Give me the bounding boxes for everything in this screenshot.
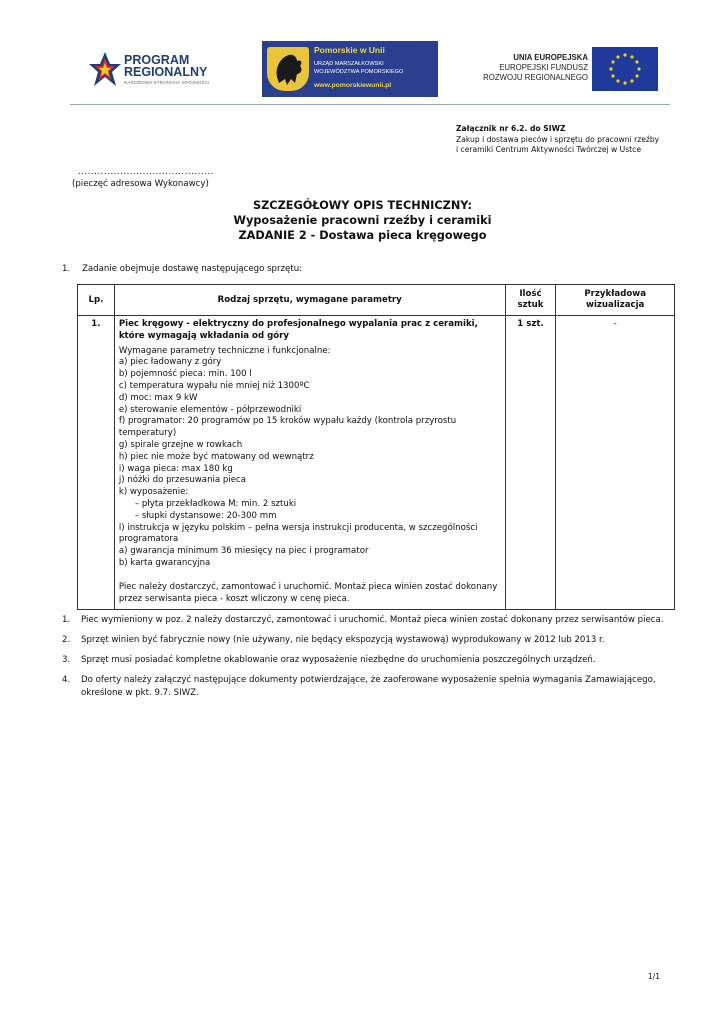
requirement-item: f) programator: 20 programów po 15 kroków wypału każdy (kontrola przyrostu temperatury) bbox=[118, 416, 457, 439]
spacer bbox=[119, 570, 501, 582]
requirement-item: d) moc: max 9 kW bbox=[118, 392, 198, 403]
table-header-row bbox=[78, 285, 675, 316]
annex-line2: i ceramiki Centrum Aktywności Twórczej w Ustce bbox=[456, 145, 641, 154]
intro-paragraph bbox=[62, 264, 302, 274]
header-description: Rodzaj sprzętu, wymagane parametry bbox=[114, 285, 505, 316]
note-text: Sprzęt musi posiadać kompletne okablowanie oraz wyposażenie niezbędne do uruchomienia poszczególnych urządzeń. bbox=[81, 655, 596, 665]
note-text: Do oferty należy załączyć następujące dokumenty potwierdzające, że zaoferowane wyposażenie spełnia wymagania Zamawiającego, określone w pkt. 9.7. SIWZ. bbox=[81, 675, 656, 698]
pomorskie-logo bbox=[262, 41, 438, 97]
note-number: 3. bbox=[62, 655, 71, 665]
header-quantity bbox=[505, 285, 556, 316]
star-logo-icon bbox=[88, 50, 122, 90]
intro-number: 1. bbox=[62, 264, 71, 274]
note-text: Sprzęt winien być fabrycznie nowy (nie używany, nie będący ekspozycją wystawową) wyprodukowany w 2012 lub 2013 r. bbox=[81, 635, 605, 645]
row-visualization: - bbox=[556, 316, 675, 610]
row-lp: 1. bbox=[78, 316, 115, 610]
list-item bbox=[62, 614, 672, 627]
requirement-item: h) piec nie może być matowany od wewnątrz bbox=[118, 451, 314, 462]
eu-flag-icon bbox=[592, 47, 658, 91]
requirement-item: k) wyposażenie: bbox=[118, 487, 189, 498]
eu-logo-line3: ROZWOJU REGIONALNEGO bbox=[483, 73, 588, 82]
griffin-crest-icon bbox=[267, 47, 309, 91]
title-line2: Wyposażenie pracowni rzeźby i ceramiki bbox=[233, 214, 492, 227]
pomorskie-logo-url: www.pomorskiewunii.pl bbox=[314, 82, 392, 89]
stamp-label: (pieczęć adresowa Wykonawcy) bbox=[72, 179, 209, 189]
document-title bbox=[0, 198, 725, 243]
note-text: Piec wymieniony w poz. 2 należy dostarczyć, zamontować i uruchomić. Montaż pieca winien zostać dokonany przez serwisantów pieca. bbox=[81, 615, 664, 625]
page-number: 1/1 bbox=[648, 972, 661, 981]
header-divider bbox=[70, 104, 670, 105]
note-number: 2. bbox=[62, 635, 71, 645]
note-number: 1. bbox=[62, 615, 71, 625]
contractor-stamp bbox=[72, 166, 214, 190]
stamp-dots: .......................................... bbox=[78, 167, 214, 177]
item-title: Piec kręgowy - elektryczny do profesjonalnego wypalania prac z ceramiki, które wymagają wkładania od góry bbox=[118, 319, 478, 341]
requirement-item: i) waga pieca: max 180 kg bbox=[118, 463, 233, 474]
requirement-item: g) spirale grzejne w rowkach bbox=[118, 439, 243, 450]
program-regionalny-logo bbox=[88, 50, 228, 98]
annex-line1: Zakup i dostawa pieców i sprzętu do pracowni rzeźby bbox=[456, 134, 660, 144]
intro-text: Zadanie obejmuje dostawę następującego sprzętu: bbox=[82, 264, 303, 274]
title-line3: ZADANIE 2 - Dostawa pieca kręgowego bbox=[238, 229, 487, 242]
eu-logo-line2: EUROPEJSKI FUNDUSZ bbox=[499, 63, 588, 72]
specification-table bbox=[77, 284, 675, 610]
header-visualization-line2: wizualizacja bbox=[586, 300, 645, 310]
header-lp: Lp. bbox=[78, 285, 115, 316]
program-logo-line1: PROGRAM bbox=[124, 53, 190, 67]
equipment-subitem: – płyta przekładkowa M: min. 2 sztuki bbox=[134, 498, 297, 509]
pomorskie-logo-line2: WOJEWÓDZTWA POMORSKIEGO bbox=[314, 69, 404, 75]
closing-note: Piec należy dostarczyć, zamontować i uruchomić. Montaż pieca winien zostać dokonany przez serwisanta pieca - koszt wliczony w cenę pieca. bbox=[118, 581, 498, 604]
note-number: 4. bbox=[62, 675, 71, 685]
notes-list bbox=[62, 614, 672, 707]
requirement-item: b) pojemność pieca: min. 100 l bbox=[118, 369, 252, 380]
requirement-item: e) sterowanie elementów - półprzewodniki bbox=[118, 404, 302, 415]
header-quantity-line1: Ilość bbox=[519, 289, 542, 299]
table-row bbox=[78, 316, 675, 610]
requirement-item: c) temperatura wypału nie mniej niż 1300ºC bbox=[118, 380, 310, 391]
requirement-item: a) gwarancja minimum 36 miesięcy na piec i programator bbox=[118, 546, 369, 557]
eu-logo-text bbox=[470, 53, 588, 83]
program-logo-line2: REGIONALNY bbox=[124, 65, 208, 79]
requirements-intro: Wymagane parametry techniczne i funkcjonalne: bbox=[118, 345, 331, 356]
annex-label: Załącznik nr 6.2. do SIWZ bbox=[456, 124, 566, 133]
annex-reference bbox=[456, 124, 686, 156]
requirement-item: b) karta gwarancyjna bbox=[118, 557, 211, 568]
pomorskie-logo-title: Pomorskie w Unii bbox=[314, 45, 385, 55]
requirement-item: j) nóżki do przesuwania pieca bbox=[118, 475, 247, 486]
list-item bbox=[62, 634, 672, 647]
equipment-subitem: – słupki dystansowe: 20-300 mm bbox=[134, 510, 277, 521]
program-logo-sub: NARODOWA STRATEGIA SPÓJNOŚCI bbox=[124, 80, 210, 85]
header-visualization bbox=[556, 285, 675, 316]
header-visualization-line1: Przykładowa bbox=[584, 289, 647, 299]
pomorskie-logo-line1: URZĄD MARSZAŁKOWSKI bbox=[314, 61, 384, 67]
requirement-item: l) instrukcja w języku polskim – pełna wersja instrukcji producenta, w szczególności programatora bbox=[118, 522, 478, 545]
header-quantity-line2: sztuk bbox=[517, 300, 544, 310]
list-item bbox=[62, 654, 672, 667]
row-quantity: 1 szt. bbox=[505, 316, 556, 610]
requirement-item: a) piec ładowany z góry bbox=[118, 357, 222, 368]
row-description bbox=[114, 316, 505, 610]
list-item bbox=[62, 674, 672, 700]
eu-logo-line1: UNIA EUROPEJSKA bbox=[513, 53, 588, 62]
title-line1: SZCZEGÓŁOWY OPIS TECHNICZNY: bbox=[252, 199, 473, 212]
